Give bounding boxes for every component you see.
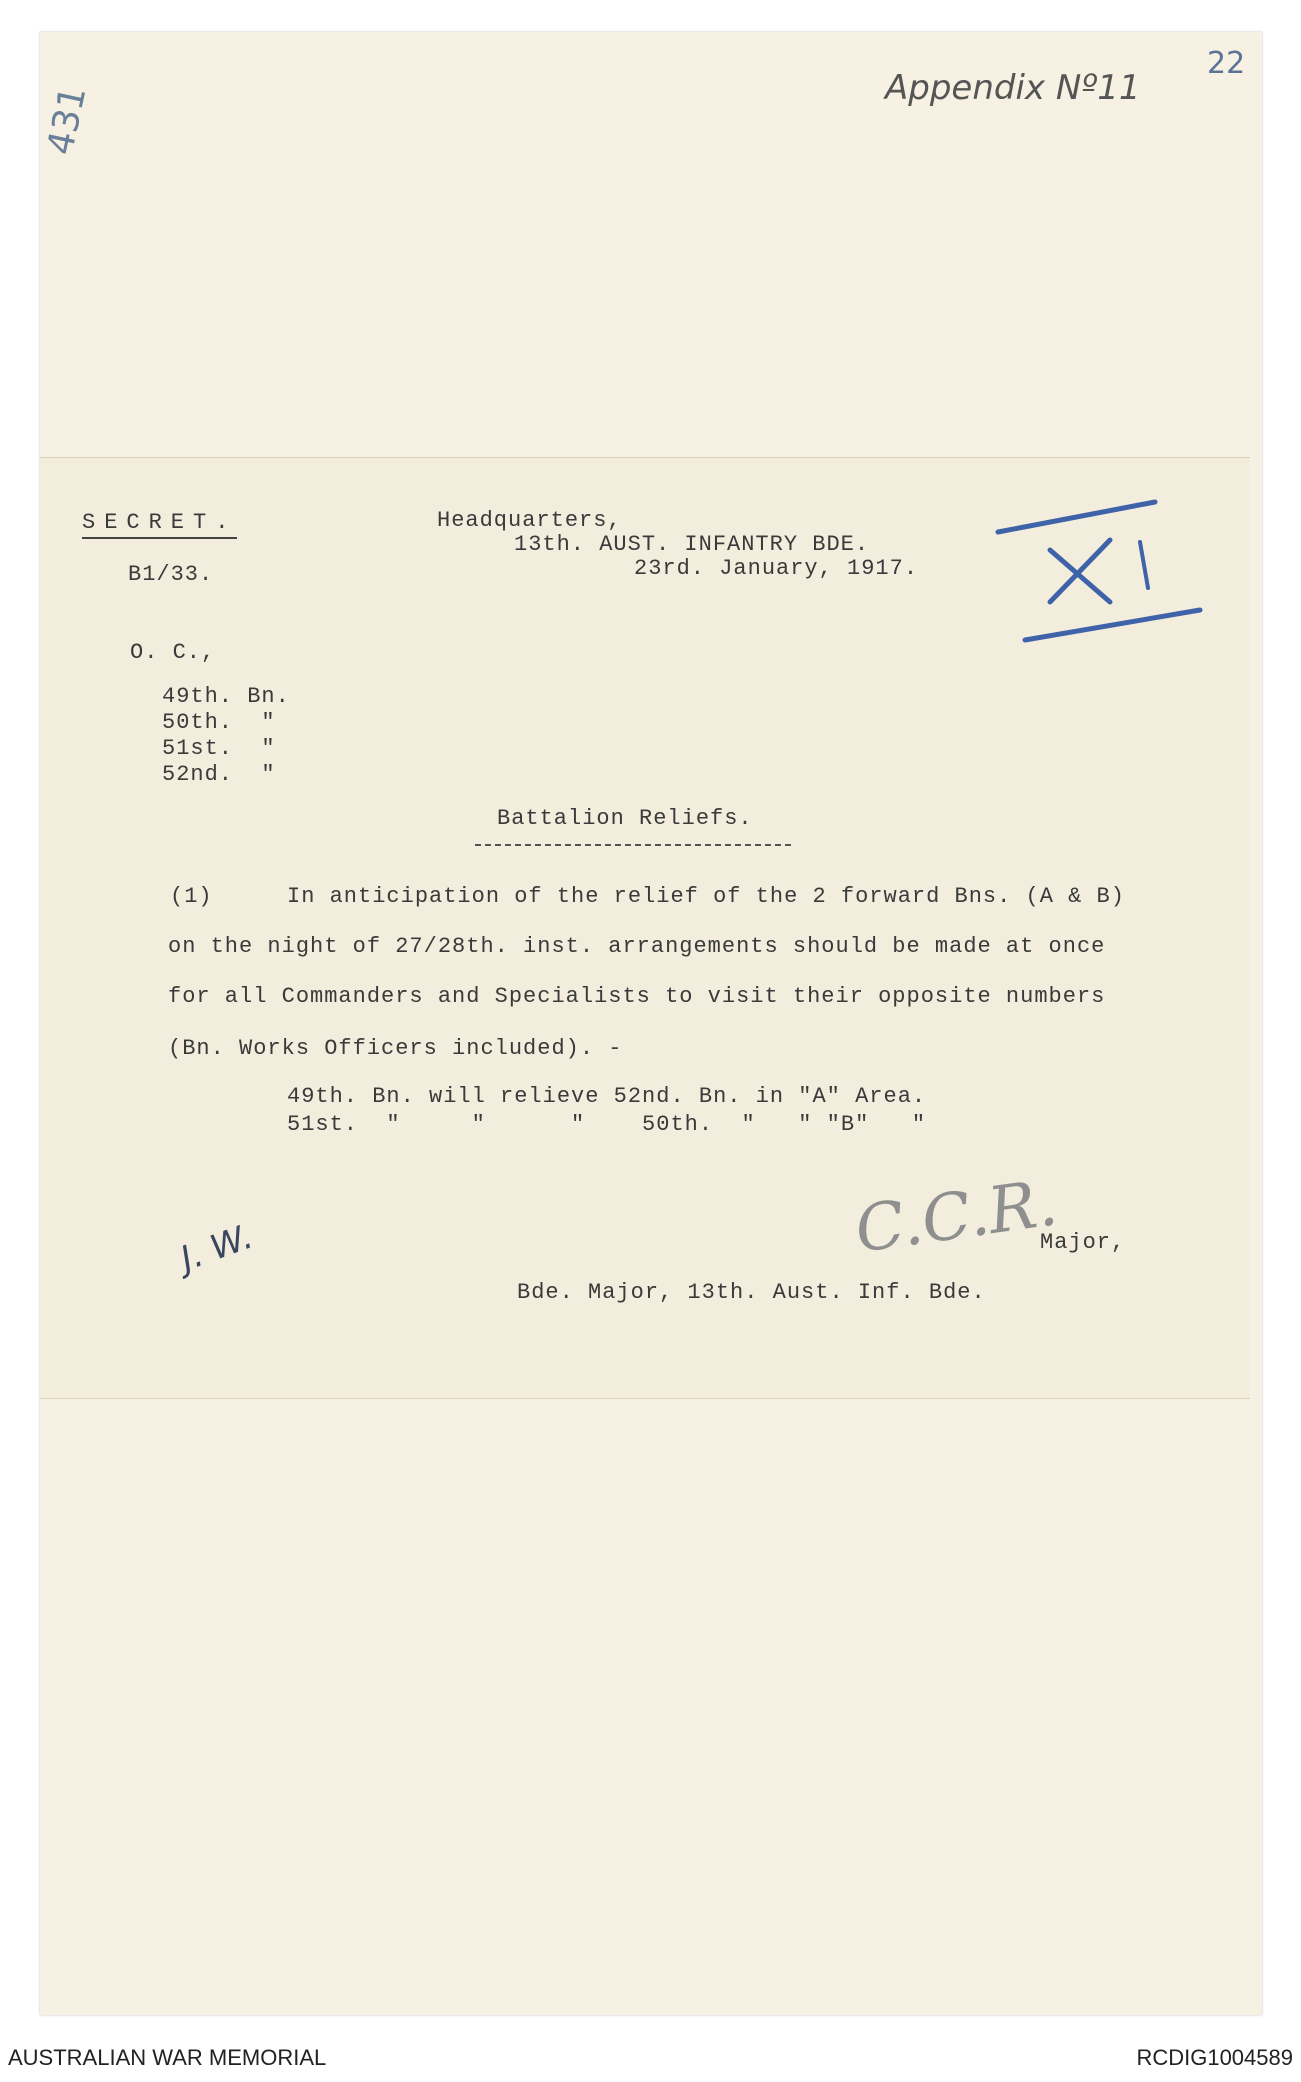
subject-heading: Battalion Reliefs. [497,806,753,831]
paragraph-line-1: In anticipation of the relief of the 2 forward Bns. (A & B) [287,884,1125,909]
memo-reference: B1/33. [128,562,214,587]
folio-number: 431 [40,82,95,159]
footer-record-id: RCDIG1004589 [1136,2045,1293,2070]
addressee: O. C., [130,640,216,665]
paragraph-number: (1) [170,884,213,909]
signatory-rank: Major, [1040,1230,1126,1255]
battalion-3: 51st. " [162,736,276,761]
relief-line-1: 49th. Bn. will relieve 52nd. Bn. in "A" Area. [287,1084,927,1109]
from-line-2: 13th. AUST. INFANTRY BDE. [514,532,870,557]
classification: SECRET. [82,510,237,539]
memo-date: 23rd. January, 1917. [634,556,919,581]
battalion-2: 50th. " [162,710,276,735]
signatory-title: Bde. Major, 13th. Aust. Inf. Bde. [517,1280,986,1305]
battalion-1: 49th. Bn. [162,684,290,709]
margin-initials: J. W. [175,1216,258,1280]
paragraph-line-2: on the night of 27/28th. inst. arrangements should be made at once [168,934,1106,959]
appendix-label: Appendix Nº11 [885,68,1141,108]
blue-pencil-mark [990,490,1210,650]
relief-line-2: 51st. " " " 50th. " " "B" " [287,1112,927,1137]
from-line-1: Headquarters, [437,508,622,533]
paragraph-line-4: (Bn. Works Officers included). - [168,1036,623,1061]
signature: C.C.R. [850,1166,1062,1268]
page-number: 22 [1207,46,1246,81]
subject-underline [475,844,791,846]
footer-institution: AUSTRALIAN WAR MEMORIAL [8,2045,327,2070]
battalion-4: 52nd. " [162,762,276,787]
paragraph-line-3: for all Commanders and Specialists to visit their opposite numbers [168,984,1106,1009]
